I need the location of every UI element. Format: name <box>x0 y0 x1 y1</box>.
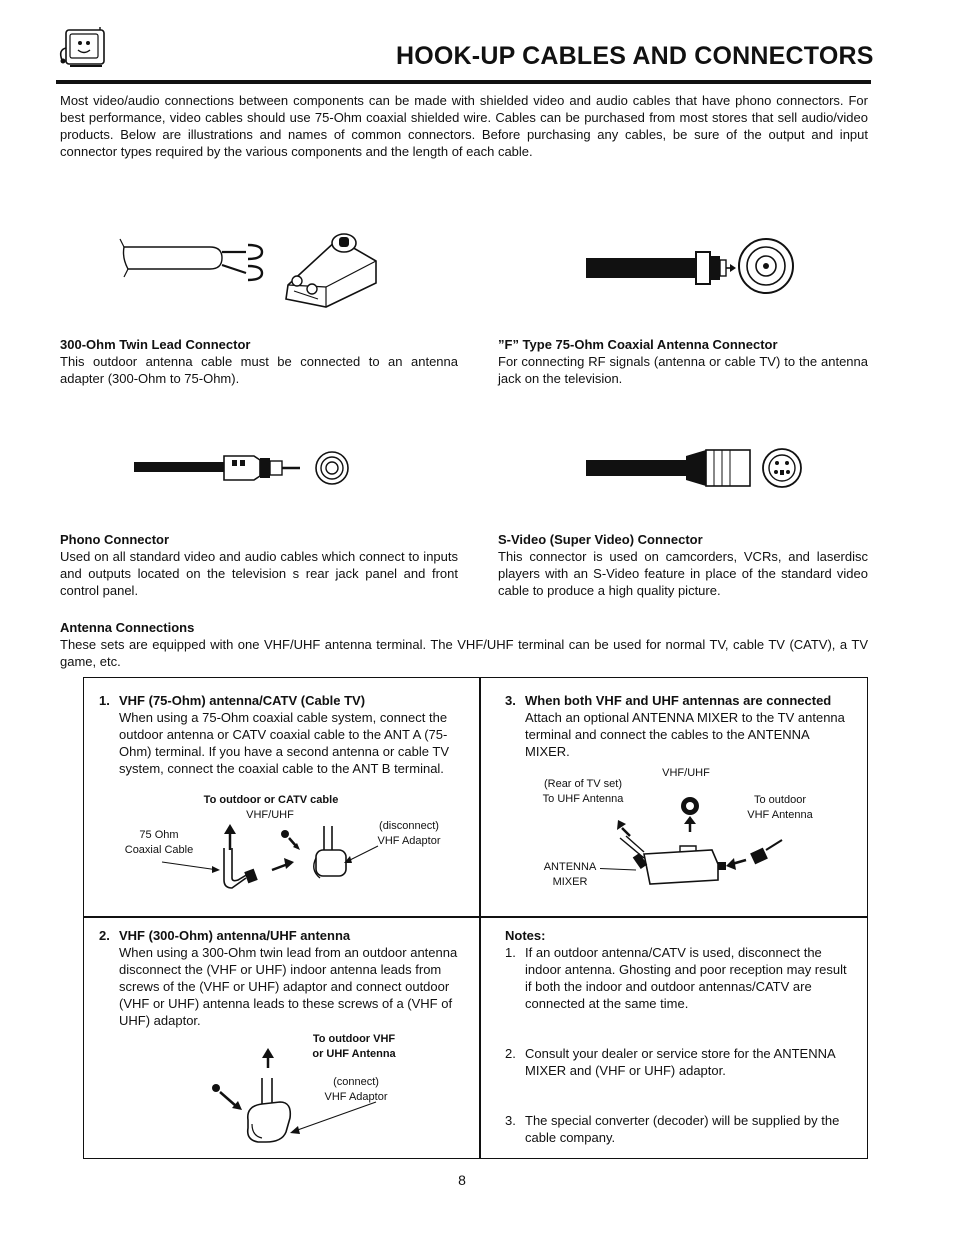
cell-vhf-and-uhf <box>505 692 857 760</box>
phono-description <box>60 531 458 599</box>
note-text: Consult your dealer or service store for the ANTENNA MIXER and (VHF or UHF) adaptor. <box>525 1046 835 1078</box>
vhf-adaptor-icon <box>314 826 346 878</box>
cell-2-label-adaptor-2: VHF Adaptor <box>324 1091 388 1103</box>
cell-3-number: 3. <box>505 693 516 708</box>
s-video-heading: S-Video (Super Video) Connector <box>498 532 703 547</box>
cell-1-label-coax-1: 75 Ohm <box>139 829 179 841</box>
coaxial-cable-icon <box>586 252 736 284</box>
s-video-description <box>498 531 868 599</box>
title-rule <box>56 80 871 84</box>
phono-text: Used on all standard video and audio cables which connect to inputs and outputs located on the television s rear jack panel and front control panel. <box>60 549 458 598</box>
cell-1-label-coax-2: Coaxial Cable <box>124 844 194 856</box>
cell-1-label-adaptor-1: (disconnect) <box>379 820 439 832</box>
right-arrow-icon <box>272 858 294 870</box>
antenna-connections-heading: Antenna Connections <box>60 620 195 635</box>
tv-mascot-icon <box>56 26 108 70</box>
f-type-text: For connecting RF signals (antenna or cable TV) to the antenna jack on the television. <box>498 354 868 386</box>
note-number: 3. <box>505 1113 516 1128</box>
cell-3-diagram <box>600 792 790 892</box>
cell-2-number: 2. <box>99 928 110 943</box>
cell-3-label-outdoor-1: To outdoor <box>754 794 806 806</box>
screw-icon <box>281 830 300 850</box>
coax-cable-icon <box>224 848 258 888</box>
phono-jack-icon <box>316 452 348 484</box>
cell-3-label-rear-2: To UHF Antenna <box>542 793 624 805</box>
twin-lead-cable-icon <box>120 239 262 280</box>
f-type-connector-figure <box>586 236 798 296</box>
note-text: The special converter (decoder) will be supplied by the cable company. <box>525 1113 840 1145</box>
phono-heading: Phono Connector <box>60 532 170 547</box>
note-item <box>505 944 852 1012</box>
s-video-plug-icon <box>586 450 750 486</box>
cell-2-diagram <box>200 1044 380 1148</box>
coax-plug-icon <box>750 840 782 864</box>
cell-2-text: When using a 300-Ohm twin lead from an outdoor antenna disconnect the (VHF or UHF) indoor antenna leads from screws of the (VHF or UHF) adaptor and connect outdoor (VHF or UHF) antenna leads to these screws of a (VHF of UHF) adaptor. <box>119 945 458 1028</box>
table-divider-horizontal <box>83 916 868 918</box>
cell-3-heading: When both VHF and UHF antennas are connected <box>525 693 832 708</box>
note-text: If an outdoor antenna/CATV is used, disconnect the indoor antenna. Ghosting and poor reception may result if both the indoor and outdoor antennas/CATV are connected at the same time. <box>525 945 847 1011</box>
cell-1-label-outdoor: To outdoor or CATV cable <box>203 794 339 806</box>
cell-1-heading: VHF (75-Ohm) antenna/CATV (Cable TV) <box>119 693 366 708</box>
cell-3-label-outdoor-2: VHF Antenna <box>747 809 813 821</box>
antenna-connections-text: These sets are equipped with one VHF/UHF antenna terminal. The VHF/UHF terminal can be used for normal TV, cable TV (CATV), a TV game, etc. <box>60 637 868 669</box>
cell-1-text: When using a 75-Ohm coaxial cable system, connect the outdoor antenna or CATV coaxial cable to the ANT A (75-Ohm) terminal. If you have a second antenna or cable TV system, connect the coaxial cable to the ANT B terminal. <box>119 710 449 776</box>
antenna-connections-section <box>60 619 868 670</box>
cell-1-label-adaptor-2: VHF Adaptor <box>377 835 441 847</box>
phono-connector-figure <box>134 448 354 488</box>
notes-heading: Notes: <box>505 928 546 943</box>
twin-lead-heading: 300-Ohm Twin Lead Connector <box>60 337 251 352</box>
f-type-description <box>498 336 868 387</box>
cell-vhf-75-ohm <box>99 692 461 777</box>
up-arrow-icon <box>684 816 696 832</box>
intro-paragraph: Most video/audio connections between components can be made with shielded video and audio cables that have phono connectors. For best performance, video cables should use 75-Ohm coaxial shielded wire. Cables can be purchased from most stores that sell audio/video products. Below are illustrations and names of common connectors. Before purchasing any cables, be sure of the output and input connector types required by the various components and the length of each cable. <box>60 93 868 159</box>
twin-lead-connector-figure <box>118 225 388 315</box>
antenna-adapter-icon <box>286 234 376 307</box>
cell-3-text: Attach an optional ANTENNA MIXER to the TV antenna terminal and connect the cables to the ANTENNA MIXER. <box>525 710 845 759</box>
antenna-mixer-icon <box>620 836 726 884</box>
cell-1-label-vhfuhf: VHF/UHF <box>246 809 294 821</box>
up-left-arrow-icon <box>617 820 630 836</box>
note-number: 2. <box>505 1046 516 1061</box>
cell-2-heading: VHF (300-Ohm) antenna/UHF antenna <box>119 928 351 943</box>
table-divider-vertical <box>479 677 481 1159</box>
page-title: HOOK-UP CABLES AND CONNECTORS <box>396 42 874 70</box>
left-arrow-icon <box>726 858 746 870</box>
note-number: 1. <box>505 945 516 960</box>
cell-3-label-mixer-1: ANTENNA <box>543 861 597 873</box>
cell-3-label-vhfuhf: VHF/UHF <box>662 767 710 779</box>
twin-lead-text: This outdoor antenna cable must be connected to an antenna adapter (300-Ohm to 75-Ohm). <box>60 354 458 386</box>
cell-2-label-outdoor-1: To outdoor VHF <box>312 1033 396 1045</box>
twin-lead-description <box>60 336 458 387</box>
cell-1-diagram <box>160 822 460 894</box>
s-video-connector-figure <box>586 444 804 492</box>
cell-3-label-mixer-2: MIXER <box>552 876 588 888</box>
cell-3-label-rear-1: (Rear of TV set) <box>543 778 623 790</box>
cell-2-label-adaptor-1: (connect) <box>333 1076 379 1088</box>
note-item <box>505 1112 852 1146</box>
page-number: 8 <box>458 1172 466 1188</box>
vhf-adaptor-icon <box>248 1102 291 1142</box>
notes-cell <box>505 927 857 944</box>
s-video-jack-icon <box>763 449 801 487</box>
cell-1-number: 1. <box>99 693 110 708</box>
note-item <box>505 1045 852 1079</box>
up-arrow-icon <box>262 1048 274 1068</box>
s-video-text: This connector is used on camcorders, VCRs, and laserdisc players with an S-Video feature in place of the standard video cable to produce a high quality picture. <box>498 549 868 598</box>
screw-icon <box>212 1084 242 1110</box>
antenna-terminal-icon <box>681 797 699 815</box>
cell-vhf-300-ohm <box>99 927 461 1029</box>
up-arrow-icon <box>224 824 236 850</box>
phono-plug-icon <box>134 456 300 480</box>
f-type-jack-icon <box>739 239 793 293</box>
cell-2-label-outdoor-2: or UHF Antenna <box>312 1048 396 1060</box>
f-type-heading: ”F” Type 75-Ohm Coaxial Antenna Connector <box>498 337 778 352</box>
